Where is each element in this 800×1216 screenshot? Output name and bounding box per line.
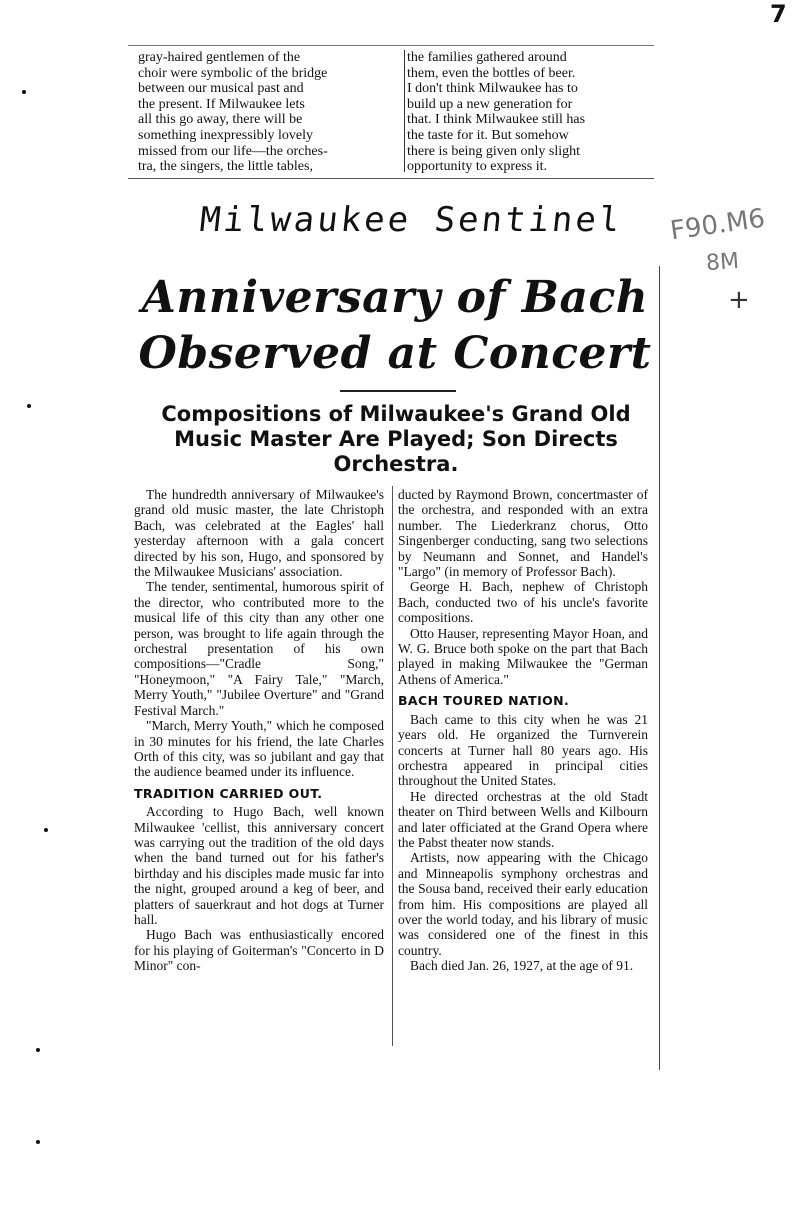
paragraph: ducted by Raymond Brown, concertmaster of the orchestra, and responded with an extra number. The Liederkranz chorus, Otto Singenberger conducting, sang two selections by Neumann and Sonnet, and Handel's "Largo" (in memory of Professor Bach). bbox=[398, 487, 648, 580]
margin-note-plus: + bbox=[728, 285, 750, 315]
paragraph: Bach came to this city when he was 21 years old. He organized the Turnverein concerts at Turner hall 80 years ago. His orchestra appeared in principal cities throughout the United States. bbox=[398, 711, 648, 789]
paragraph: He directed orchestras at the old Stadt theater on Third between Wells and Kilbourn and later officiated at the Grand Opera where the Pabst theater now stands. bbox=[398, 788, 648, 850]
headline-line-1: Anniversary of Bach bbox=[141, 272, 649, 323]
subhead-bach-toured: BACH TOURED NATION. bbox=[398, 693, 570, 709]
paragraph: The tender, sentimental, humorous spirit of the director, who contributed more to the musical life of this city than any other one person, was brought to life again through the orchestral presentation of his own compositions—"Cradle Song," "Honeymoon," "A Fairy Tale," "March, Merry Youth," "Jubilee Overture" and "Grand Festival March." bbox=[134, 579, 384, 718]
top-clipping-left-column: gray-haired gentlemen of the choir were symbolic of the bridge between our musical past and the present. If Milwaukee lets all this go away, there will be something inexpressibly lovely missed from our life—the orches- tra, the singers, the little tables, bbox=[138, 50, 328, 175]
handwritten-source-label: Milwaukee Sentinel bbox=[197, 200, 625, 240]
article-headline bbox=[130, 270, 660, 382]
headline-line-2: Observed at Concert bbox=[138, 328, 652, 379]
binding-hole-mark bbox=[36, 1048, 40, 1052]
binding-hole-mark bbox=[36, 1140, 40, 1144]
paragraph: "March, Merry Youth," which he composed in 30 minutes for his friend, the late Charles Orth of this city, was so jubilant and gay that the audience beamed under its influence. bbox=[134, 718, 384, 780]
margin-note-call-number: F90.M6 bbox=[668, 203, 767, 247]
top-clipping bbox=[128, 45, 654, 179]
paragraph: The hundredth anniversary of Milwaukee's grand old music master, the late Christoph Bach, was celebrated at the Eagles' hall yesterday afternoon with a gala concert directed by his son, Hugo, and sponsored by the Milwaukee Musicians' association. bbox=[134, 487, 384, 580]
paragraph: According to Hugo Bach, well known Milwaukee 'cellist, this anniversary concert was carrying out the tradition of the old days when the band turned out for his father's birthday and his disciples made music far into the night, grouped around a keg of beer, and platters of sauerkraut and hot dogs at Turner hall. bbox=[134, 804, 384, 927]
binding-hole-mark bbox=[44, 828, 48, 832]
binding-hole-mark bbox=[27, 404, 31, 408]
paragraph: George H. Bach, nephew of Christoph Bach, conducted two of his uncle's favorite compositions. bbox=[398, 579, 648, 626]
article-left-column bbox=[134, 487, 384, 974]
headline-rule bbox=[340, 390, 456, 392]
paragraph: Otto Hauser, representing Mayor Hoan, and W. G. Bruce both spoke on the part that Bach played in making Milwaukee the "German Athens of America." bbox=[398, 625, 648, 687]
paragraph: Bach died Jan. 26, 1927, at the age of 91. bbox=[410, 958, 634, 974]
paragraph: Hugo Bach was enthusiastically encored for his playing of Goiterman's "Concerto in D Minor" con- bbox=[134, 927, 384, 974]
subhead-tradition: TRADITION CARRIED OUT. bbox=[134, 785, 323, 801]
top-clipping-right-column: the families gathered around them, even the bottles of beer. I don't think Milwaukee has to build up a new generation for that. I think Milwaukee still has the taste for it. But somehow there is being given only slight opportunity to express it. bbox=[404, 50, 647, 172]
margin-note-secondary: 8M bbox=[705, 248, 740, 277]
paragraph: Artists, now appearing with the Chicago and Minneapolis symphony orchestras and the Sousa band, received their early education from him. His compositions are played all over the world today, and his library of music was considered one of the finest in this country. bbox=[398, 850, 648, 958]
binding-hole-mark bbox=[22, 90, 26, 94]
clipping-edge-rule bbox=[659, 266, 660, 1070]
page-number: 7 bbox=[770, 0, 787, 28]
column-divider bbox=[392, 486, 393, 1046]
article-right-column bbox=[398, 487, 648, 974]
article-deck: Compositions of Milwaukee's Grand Old Music Master Are Played; Son Directs Orchestra. bbox=[161, 402, 631, 476]
